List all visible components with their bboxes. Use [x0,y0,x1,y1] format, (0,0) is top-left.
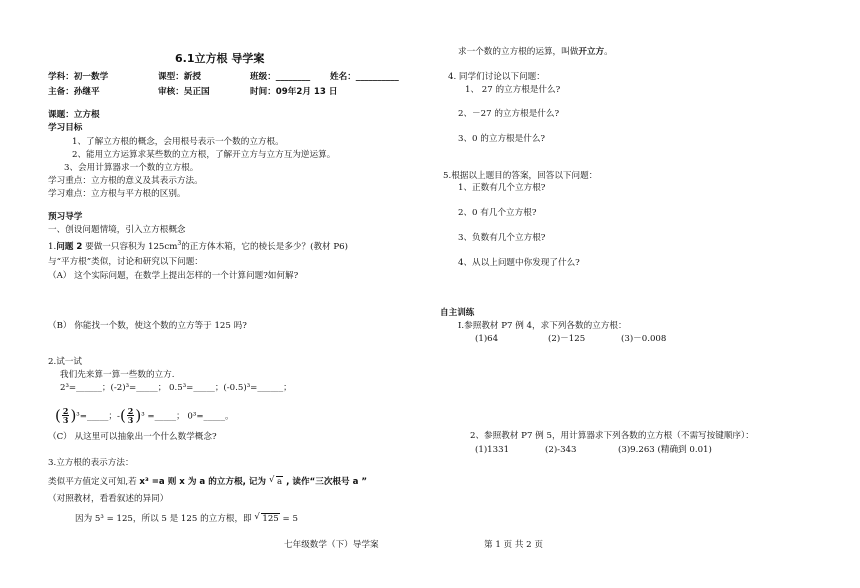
question-2-label: 问题 2 [56,242,83,252]
radicand: a [277,477,283,487]
question-4-item: 3、0 的立方根是什么? [458,134,546,144]
question-5-item: 3、负数有几个立方根? [458,233,546,243]
radicand: 125 [262,514,279,524]
radical-sign: √ [269,475,275,485]
definition-text: 求一个数的立方根的运算，叫做 [458,47,579,57]
definition-term: 开立方 [578,47,605,57]
meta-time: 时间：09年2月 13 日 [250,87,338,97]
definition-end: 。 [604,47,613,57]
try-heading [48,358,82,367]
question-2-text-b: 的正方体木箱，它的棱长是多少？(教材 P6) [181,242,348,252]
question-b: （B） 你能找一个数，使这个数的立方等于 125 吗? [48,321,247,331]
exercise-1: Ⅰ.参照教材 P7 例 4，求下列各数的立方根： [458,321,627,331]
representation-heading: 3.立方根的表示方法： [48,458,134,468]
difficulty: 学习难点：立方根与平方根的区别。 [48,189,186,199]
question-4-item: 1、 27 的立方根是什么? [465,85,561,95]
try-label: 试一试 [56,357,82,367]
try-line-2-b: ³ =_____； 0³=_____。 [141,411,234,422]
meta-name: 姓名：__________ [330,72,399,82]
lesson-topic: 课题：立方根 [48,110,100,120]
exercise-2-item: (2)-343 [545,445,577,455]
fraction-numerator: 2 [127,406,134,416]
fraction-two-thirds [127,407,135,425]
radical-sign: √ [254,512,260,522]
footer-page-number: 第 1 页 共 2 页 [484,540,543,550]
compare-note: （对照教材，看看叙述的异同） [48,494,169,504]
close-paren: ) [135,406,142,425]
question-2-text-a: 要做一只容积为 125cm [82,242,178,252]
try-line-2-a: ³=_____；- [76,411,120,422]
definition-b: ³ =a 则 x 为 a 的立方根, 记为 [144,477,270,487]
step-one: 一、创设问题情境，引入立方根概念 [48,225,186,235]
exercise-2-item: (3)9.263 (精确到 0.01) [618,445,712,455]
question-5-item: 2、0 有几个立方根? [458,208,537,218]
open-paren: ( [55,406,61,425]
key-point: 学习重点：立方根的意义及其表示方法。 [48,176,203,186]
question-a: （A） 这个实际问题，在数学上提出怎样的一个计算问题?如何解? [48,271,299,281]
cube-root-operation-definition [458,48,613,57]
exercise-1-item: (3)－0.008 [621,334,667,344]
question-2 [48,240,348,252]
exercise-2-item: (1)1331 [475,445,510,455]
try-line-2 [55,407,234,425]
try-number: 2. [48,357,57,367]
goals-heading: 学习目标 [48,123,83,133]
fraction-denominator: 3 [62,415,69,426]
definition-x: x [139,477,145,487]
question-5: 5.根据以上题目的答案，回答以下问题： [443,171,598,181]
meta-subject: 学科：初一数学 [48,72,109,82]
fraction-two-thirds [62,407,70,425]
example-a: 因为 5³ = 125，所以 5 是 125 的立方根，即 [75,514,255,524]
page-title: 6.1立方根 导学案 [175,52,265,65]
try-line-1: 2³=______；(-2)³=_____； 0.5³=_____；(-0.5)³=______； [60,383,292,393]
definition-line [48,475,368,487]
example-b: = 5 [279,514,298,524]
compare-line: 与“平方根”类似，讨论和研究以下问题： [48,257,203,267]
cube-root-125 [254,512,279,524]
meta-editor: 主备：孙继平 [48,87,100,97]
exercise-1-item: (1)64 [475,334,499,344]
question-2-sup: 3 [177,240,182,248]
meta-class: 班级：________ [250,72,311,82]
preview-heading: 预习导学 [48,212,83,222]
fraction-numerator: 2 [62,406,69,416]
meta-reviewer: 审核：吴正国 [158,87,210,97]
goal-item: 2、能用立方运算求某些数的立方根，了解开立方与立方互为逆运算。 [72,150,336,160]
fraction-denominator: 3 [127,415,134,426]
question-5-item: 4、从以上问题中你发现了什么? [458,258,580,268]
self-practice-heading: 自主训练 [440,308,475,318]
meta-type: 课型：新授 [158,72,201,82]
cube-root-a [269,475,283,487]
try-intro: 我们先来算一算一些数的立方. [60,370,175,380]
open-paren: ( [119,406,126,425]
question-4: 4. 同学们讨论以下问题： [448,72,545,82]
close-paren: ) [70,406,77,425]
goal-item: 3、会用计算器求一个数的立方根。 [64,163,199,173]
goal-item: 1、了解立方根的概念，会用根号表示一个数的立方根。 [72,137,284,147]
exercise-2: 2、参照教材 P7 例 5，用计算器求下列各数的立方根（不需写按键顺序）： [470,431,754,441]
question-5-item: 1、正数有几个立方根? [458,183,546,193]
example-line [75,512,298,524]
question-c: （C） 从这里可以抽象出一个什么数学概念? [48,432,217,442]
question-4-item: 2、－27 的立方根是什么? [458,109,560,119]
exercise-1-item: (2)－125 [548,334,586,344]
footer-title: 七年级数学（下）导学案 [284,540,379,550]
question-2-number: 1. [48,242,57,252]
definition-a: 类似平方值定义可知,若 [48,477,140,487]
definition-c: , 读作“三次根号 a ” [283,477,368,487]
